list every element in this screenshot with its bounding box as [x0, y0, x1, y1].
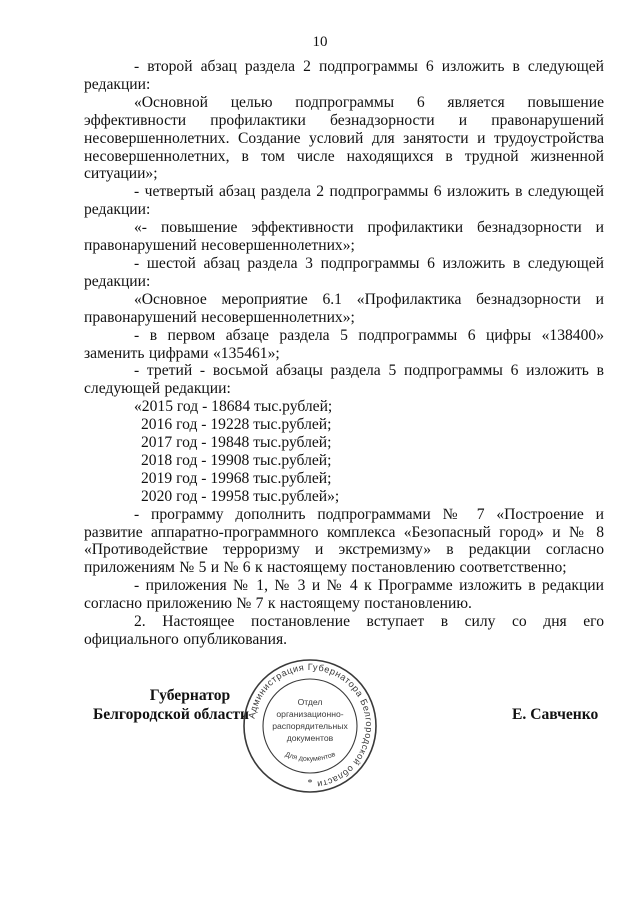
page-number: 10: [312, 34, 328, 50]
funding-line: 2016 год - 19228 тыс.рублей;: [141, 416, 332, 434]
document-body: [84, 58, 604, 649]
paragraph-10: - приложения № 1, № 3 и № 4 к Программе изложить в редакции согласно приложению № 7 к настоящему постановлению.: [84, 577, 604, 613]
paragraph-11: 2. Настоящее постановление вступает в силу со дня его официального опубликования.: [84, 613, 604, 648]
official-stamp: [240, 656, 380, 796]
funding-line: «2015 год - 18684 тыс.рублей;: [134, 398, 333, 416]
stamp-bottom-text: Для документов: [284, 751, 337, 764]
funding-line: 2020 год - 19958 тыс.рублей»;: [141, 487, 340, 505]
signatory-name: Е. Савченко: [512, 706, 599, 723]
stamp-star-icon: *: [307, 778, 313, 789]
funding-line: 2018 год - 19908 тыс.рублей;: [141, 451, 332, 469]
signature-block: [0, 661, 640, 800]
signatory-title: Губернатор: [149, 687, 231, 704]
funding-line: 2017 год - 19848 тыс.рублей;: [141, 434, 332, 452]
stamp-center-line: распорядительных: [272, 721, 348, 731]
paragraph-6: «Основное мероприятие 6.1 «Профилактика безнадзорности и правонарушений несовершеннолетних»;: [84, 290, 604, 326]
paragraph-1: - второй абзац раздела 2 подпрограммы 6 изложить в следующей редакции:: [84, 58, 604, 93]
paragraph-9: - программу дополнить подпрограммами № 7 «Построение и развитие аппаратно-программного комплекса «Безопасный город» и № 8 «Противодействие терроризму и экстремизму» в редакции согласно приложениям № 5 и № 6 к настоящему постановлению соответственно;: [84, 505, 604, 577]
stamp-center-line: Отдел: [297, 697, 323, 707]
signatory-region: Белгородской области: [92, 706, 250, 723]
stamp-center-line: документов: [286, 733, 334, 743]
paragraph-3: - четвертый абзац раздела 2 подпрограммы 6 изложить в следующей редакции:: [84, 183, 604, 219]
paragraph-4: «- повышение эффективности профилактики безнадзорности и правонарушений несовершеннолетних»;: [84, 219, 604, 255]
paragraph-8: - третий - восьмой абзацы раздела 5 подпрограммы 6 изложить в следующей редакции:: [84, 362, 604, 398]
stamp-ring-text: Администрация Губернатора Белгородской области: [246, 661, 375, 790]
stamp-center-line: организационно-: [276, 709, 344, 719]
paragraph-5: - шестой абзац раздела 3 подпрограммы 6 изложить в следующей редакции:: [84, 254, 604, 290]
paragraph-2: «Основной целью подпрограммы 6 является повышение эффективности профилактики безнадзорности и правонарушений несовершеннолетних. Создание условий для занятости и трудоустройства несовершеннолетних, в том числе находящихся в трудной жизненной ситуации»;: [84, 93, 604, 183]
funding-list: [84, 398, 604, 505]
paragraph-7: - в первом абзаце раздела 5 подпрограммы 6 цифры «138400» заменить цифрами «135461»;: [84, 326, 604, 362]
funding-line: 2019 год - 19968 тыс.рублей;: [141, 469, 332, 487]
